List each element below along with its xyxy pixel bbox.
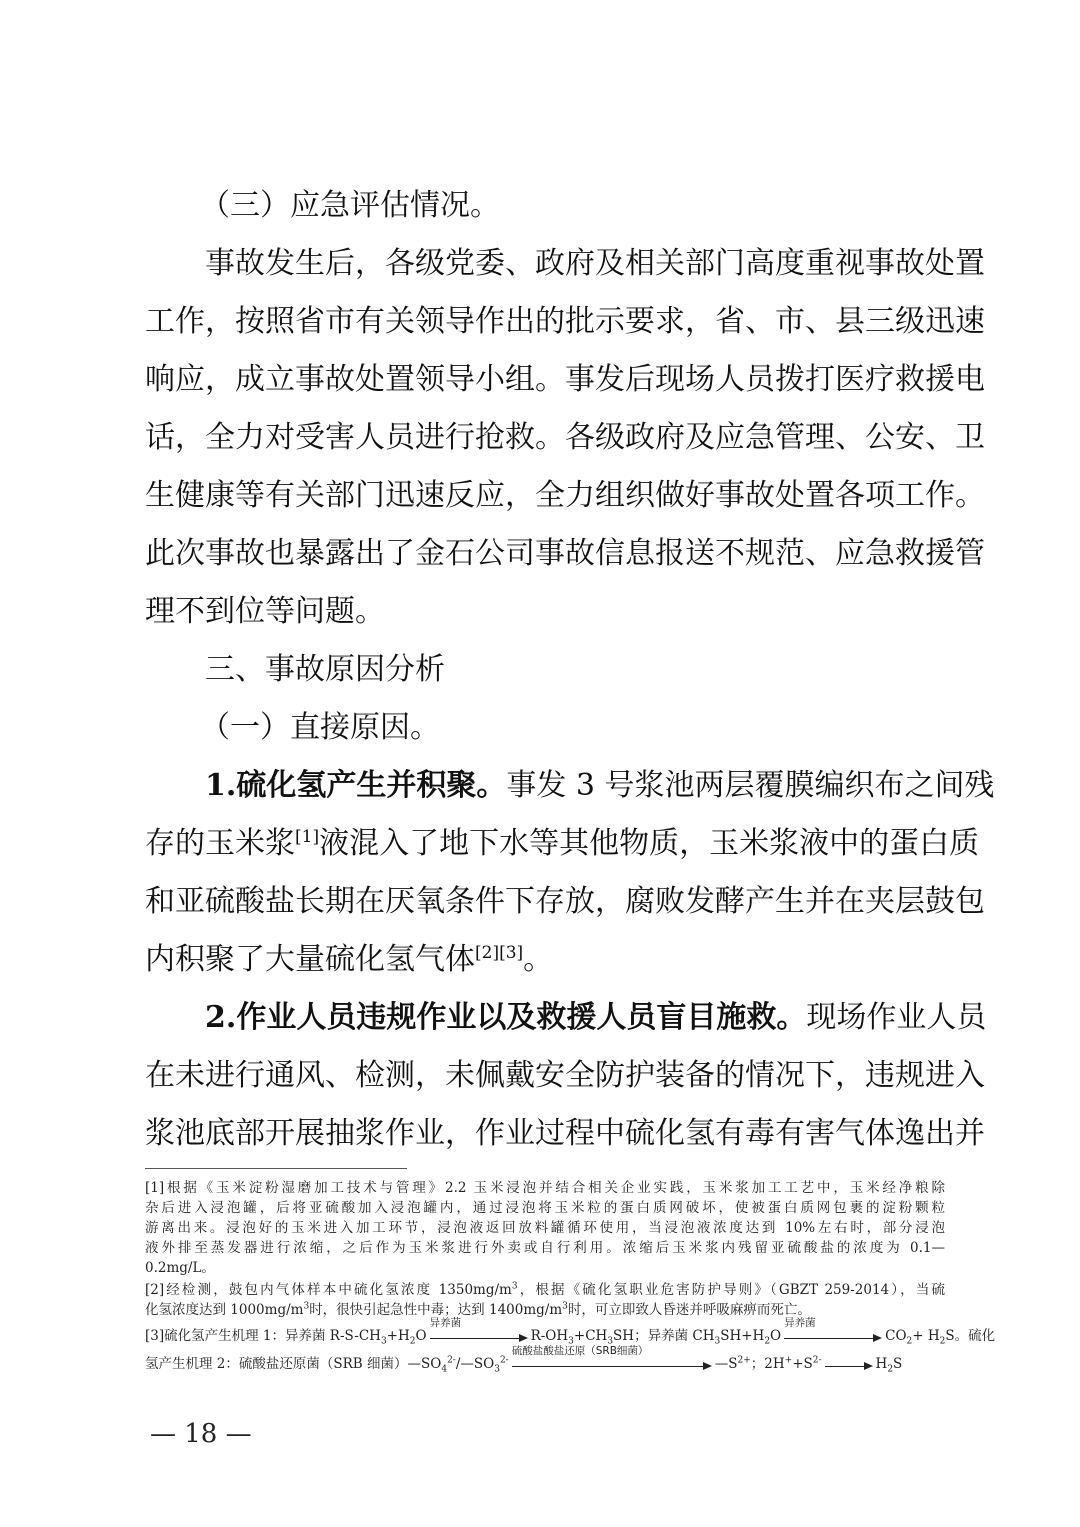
- fn-sup: 3: [511, 1281, 518, 1292]
- fn-text: ；2H: [750, 1356, 785, 1372]
- fn-sup: 2+: [737, 1355, 751, 1366]
- paragraph-line: 响应，成立事故处置领导小组。事发后现场人员拨打医疗救援电: [145, 362, 985, 397]
- footnote-2-line: [145, 1280, 945, 1300]
- fn-text: [3]硫化氢产生机理 1：异养菌 R-S-CH: [145, 1328, 381, 1344]
- fn-text: + H: [912, 1328, 940, 1344]
- fn-sup: 3: [562, 1301, 568, 1312]
- footnote-ref-2-3: [2][3]: [475, 943, 524, 963]
- paragraph-line: 理不到位等问题。: [145, 594, 385, 629]
- fn-sub: 2: [409, 1336, 416, 1347]
- fn-text: H: [875, 1356, 888, 1372]
- arrow-label: 异养菌: [429, 1316, 462, 1329]
- arrow-label: 硫酸盐酸盐还原（SRB细菌）: [511, 1344, 649, 1357]
- heading-section-three: 三、事故原因分析: [205, 652, 445, 687]
- item1-text: 液混入了地下水等其他物质，玉米浆液中的蛋白质: [319, 826, 980, 861]
- fn-sup: 2-: [499, 1355, 509, 1366]
- reaction-arrow-icon: [429, 1316, 528, 1347]
- fn-text: CO: [885, 1328, 907, 1344]
- footnote-1-line: 0.2mg/L。: [145, 1260, 215, 1276]
- page-number: — 18 —: [150, 1419, 252, 1449]
- fn-text: 时，很快引起急性中毒；达到 1400mg/m: [309, 1302, 563, 1318]
- fn-sub: 2: [906, 1336, 913, 1347]
- paragraph-line: 话，全力对受害人员进行抢救。各级政府及应急管理、公安、卫: [145, 420, 985, 455]
- fn-sub: 4: [441, 1364, 448, 1375]
- fn-text: R-OH: [530, 1328, 569, 1344]
- fn-sub: 2: [764, 1336, 771, 1347]
- arrow-label: 异养菌: [784, 1316, 816, 1329]
- item1-text: 存的玉米浆: [145, 826, 295, 861]
- item1-text: 内积聚了大量硫化氢气体: [145, 942, 475, 977]
- reaction-arrow-icon: [784, 1316, 882, 1347]
- fn-sub: 2: [939, 1336, 946, 1347]
- footnote-ref-1: [1]: [295, 827, 320, 847]
- heading-direct-cause: （一）直接原因。: [200, 710, 440, 745]
- fn-text: —S: [714, 1356, 738, 1372]
- item1-text: 。: [523, 942, 554, 977]
- fn-text: SH；异养菌 CH: [613, 1328, 715, 1344]
- reaction-arrow-icon: [511, 1344, 712, 1375]
- item2-text: 现场作业人员: [806, 1000, 987, 1035]
- footnote-3-line: [145, 1316, 996, 1347]
- fn-text: ，根据《硫化氢职业危害防护导则》（GBZT 259-2014），当硫: [517, 1282, 945, 1298]
- item1-line: 和亚硫酸盐长期在厌氧条件下存放，腐败发酵产生并在夹层鼓包: [145, 884, 985, 919]
- fn-text: +S: [792, 1356, 813, 1372]
- fn-text: SH+H: [720, 1328, 765, 1344]
- fn-text: +H: [386, 1328, 410, 1344]
- fn-sup: 2-: [447, 1355, 456, 1366]
- footnote-3-line: [145, 1344, 945, 1375]
- fn-text: /—SO: [455, 1356, 495, 1372]
- fn-text: S。硫化: [945, 1328, 996, 1344]
- item1-line: [145, 940, 945, 980]
- fn-text: 时，可立即致人昏迷并呼吸麻痹而死亡。: [567, 1302, 811, 1318]
- item1-line: [145, 824, 980, 864]
- fn-text: O: [770, 1328, 782, 1344]
- fn-sup: +: [784, 1355, 793, 1366]
- item2-line: [205, 998, 987, 1038]
- footnote-1-line: 液外排至蒸发器进行浓缩，之后作为玉米浆进行外卖或自行利用。浓缩后玉米浆内残留亚硫酸盐的浓度为 0.1—: [145, 1240, 945, 1256]
- paragraph-line: 生健康等有关部门迅速反应，全力组织做好事故处置各项工作。: [145, 478, 985, 513]
- footnote-1-line: 杂后进入浸泡罐，后将亚硫酸加入浸泡罐内，通过浸泡将玉米粒的蛋白质网破坏，使被蛋白质网包裹的淀粉颗粒: [145, 1200, 945, 1216]
- item1-text: 事发 3 号浆池两层覆膜编织布之间残: [506, 768, 995, 803]
- fn-sub: 2: [887, 1364, 894, 1375]
- footnote-1-line: [1]根据《玉米淀粉湿磨加工技术与管理》2.2 玉米浸泡并结合相关企业实践，玉米浆加工工艺中，玉米经净粮除: [145, 1180, 945, 1196]
- heading-emergency-assessment: （三）应急评估情况。: [200, 188, 500, 223]
- fn-text: [2]经检测，鼓包内气体样本中硫化氢浓度 1350mg/m: [145, 1282, 512, 1298]
- fn-sup: 2-: [812, 1355, 822, 1366]
- fn-text: 氢产生机理 2：硫酸盐还原菌（SRB 细菌）—SO: [145, 1356, 442, 1372]
- fn-sub: 3: [714, 1336, 721, 1347]
- footnote-divider: [145, 1168, 407, 1169]
- fn-sub: 3: [380, 1336, 387, 1347]
- fn-sub: 3: [607, 1336, 614, 1347]
- paragraph-line: 事故发生后，各级党委、政府及相关部门高度重视事故处置: [205, 246, 985, 281]
- fn-text: +CH: [573, 1328, 608, 1344]
- fn-text: S: [893, 1356, 903, 1372]
- fn-sub: 3: [494, 1364, 500, 1375]
- fn-text: 化氢浓度达到 1000mg/m: [145, 1302, 304, 1318]
- paragraph-line: 工作，按照省市有关领导作出的批示要求，省、市、县三级迅速: [145, 304, 985, 339]
- reaction-arrow-icon: [825, 1355, 873, 1375]
- item1-title: 1.硫化氢产生并积聚。: [205, 768, 507, 803]
- item2-line: 在未进行通风、检测，未佩戴安全防护装备的情况下，违规进入: [145, 1058, 985, 1093]
- fn-text: O: [415, 1328, 427, 1344]
- item2-line: 浆池底部开展抽浆作业，作业过程中硫化氢有毒有害气体逸出并: [145, 1116, 985, 1151]
- fn-sup: 3: [303, 1301, 310, 1312]
- item1-line: [205, 766, 995, 806]
- item2-title: 2.作业人员违规作业以及救援人员盲目施救。: [205, 1000, 807, 1035]
- paragraph-line: 此次事故也暴露出了金石公司事故信息报送不规范、应急救援管: [145, 536, 985, 571]
- fn-sub: 3: [568, 1336, 574, 1347]
- footnote-1-line: 游离出来。浸泡好的玉米进入加工环节，浸泡液返回放料罐循环使用，当浸泡液浓度达到 10%左右时，部分浸泡: [145, 1220, 945, 1236]
